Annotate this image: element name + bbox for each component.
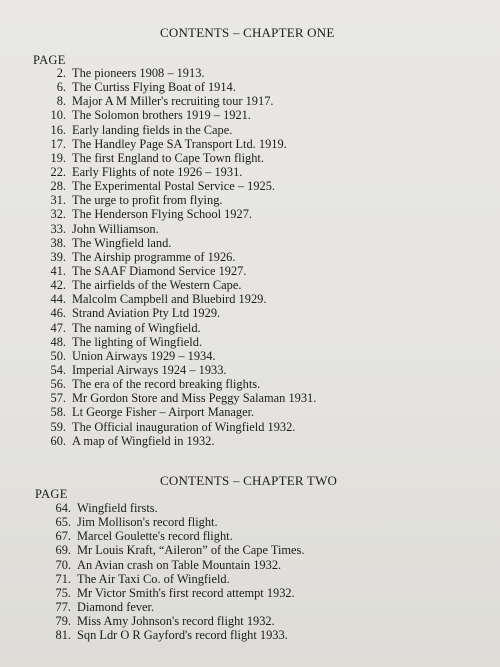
- entry-page-number: 58.: [50, 405, 66, 420]
- entry-page-number: 67.: [55, 529, 71, 544]
- entry-title: John Williamson.: [72, 221, 159, 236]
- entry-page-number: 41.: [50, 263, 66, 278]
- contents-entry: [38, 391, 316, 405]
- contents-entry: [43, 586, 304, 600]
- contents-entry: [38, 207, 316, 221]
- entry-title: The lighting of Wingfield.: [72, 334, 203, 349]
- entry-title: The Air Taxi Co. of Wingfield.: [77, 571, 230, 586]
- entry-title: Early landing fields in the Cape.: [72, 122, 233, 137]
- entry-title: Strand Aviation Pty Ltd 1929.: [72, 306, 221, 321]
- entry-page-number: 39.: [50, 249, 66, 264]
- chapter-one-contents-list: [38, 66, 316, 448]
- entry-title: The Wingfield land.: [72, 235, 172, 250]
- entry-title: The urge to profit from flying.: [72, 193, 223, 208]
- entry-page-number: 70.: [55, 557, 71, 572]
- entry-title: The pioneers 1908 – 1913.: [72, 66, 205, 80]
- chapter-one-page-label: PAGE: [33, 53, 66, 67]
- entry-title: An Avian crash on Table Mountain 1932.: [77, 557, 282, 572]
- entry-title: Mr Gordon Store and Miss Peggy Salaman 1931.: [72, 391, 317, 406]
- entry-title: Sqn Ldr O R Gayford's record flight 1933.: [77, 628, 288, 643]
- entry-title: Malcolm Campbell and Bluebird 1929.: [72, 292, 267, 307]
- contents-entry: [38, 292, 316, 306]
- entry-title: Imperial Airways 1924 – 1933.: [72, 362, 227, 377]
- entry-page-number: 17.: [50, 136, 66, 151]
- entry-page-number: 57.: [50, 391, 66, 406]
- entry-page-number: 65.: [55, 515, 71, 530]
- entry-page-number: 16.: [50, 122, 66, 137]
- entry-title: Union Airways 1929 – 1934.: [72, 348, 216, 363]
- entry-page-number: 31.: [50, 193, 66, 208]
- entry-title: Mr Victor Smith's first record attempt 1932.: [77, 585, 295, 600]
- entry-title: The Experimental Postal Service – 1925.: [72, 179, 276, 194]
- contents-entry: [38, 250, 316, 264]
- entry-page-number: 2.: [56, 66, 66, 80]
- entry-title: Mr Louis Kraft, “Aileron” of the Cape Times.: [77, 543, 305, 558]
- entry-title: The Henderson Flying School 1927.: [72, 207, 252, 222]
- entry-page-number: 81.: [55, 628, 71, 643]
- entry-page-number: 33.: [50, 221, 66, 236]
- contents-entry: [38, 123, 316, 137]
- entry-page-number: 22.: [50, 164, 66, 179]
- entry-title: The Curtiss Flying Boat of 1914.: [72, 80, 236, 95]
- contents-entry: [38, 179, 316, 193]
- entry-title: Early Flights of note 1926 – 1931.: [72, 164, 243, 179]
- contents-entry: [38, 80, 316, 94]
- contents-entry: [43, 543, 304, 557]
- contents-entry: [38, 405, 316, 419]
- contents-entry: [43, 572, 304, 586]
- entry-title: A map of Wingfield in 1932.: [72, 433, 215, 448]
- entry-page-number: 28.: [50, 179, 66, 194]
- contents-entry: [38, 349, 316, 363]
- contents-entry: [43, 558, 304, 572]
- entry-page-number: 32.: [50, 207, 66, 222]
- chapter-two-heading: CONTENTS – CHAPTER TWO: [160, 473, 338, 488]
- contents-entry: [43, 600, 304, 614]
- entry-title: Major A M Miller's recruiting tour 1917.: [72, 94, 274, 109]
- entry-title: The Official inauguration of Wingfield 1932.: [72, 419, 296, 434]
- chapter-two-page-label: PAGE: [35, 487, 68, 501]
- contents-entry: [38, 377, 316, 391]
- contents-entry: [43, 628, 304, 642]
- entry-title: Miss Amy Johnson's record flight 1932.: [77, 614, 275, 629]
- contents-entry: [38, 94, 316, 108]
- entry-title: The SAAF Diamond Service 1927.: [72, 263, 247, 278]
- entry-page-number: 69.: [55, 543, 71, 558]
- entry-page-number: 46.: [50, 306, 66, 321]
- contents-entry: [38, 264, 316, 278]
- entry-page-number: 56.: [50, 377, 66, 392]
- entry-page-number: 47.: [50, 320, 66, 335]
- contents-entry: [43, 515, 304, 529]
- entry-page-number: 8.: [56, 94, 66, 109]
- entry-title: The era of the record breaking flights.: [72, 377, 261, 392]
- entry-title: The Solomon brothers 1919 – 1921.: [72, 108, 251, 123]
- entry-page-number: 60.: [50, 433, 66, 448]
- entry-page-number: 77.: [55, 599, 71, 614]
- entry-page-number: 71.: [55, 571, 71, 586]
- contents-entry: [38, 306, 316, 320]
- entry-page-number: 75.: [55, 585, 71, 600]
- contents-entry: [38, 321, 316, 335]
- entry-title: The naming of Wingfield.: [72, 320, 201, 335]
- contents-entry: [38, 363, 316, 377]
- contents-entry: [43, 614, 304, 628]
- entry-page-number: 50.: [50, 348, 66, 363]
- entry-title: The first England to Cape Town flight.: [72, 150, 264, 165]
- contents-entry: [38, 278, 316, 292]
- contents-entry: [43, 501, 304, 515]
- contents-entry: [38, 151, 316, 165]
- contents-entry: [38, 222, 316, 236]
- entry-page-number: 42.: [50, 278, 66, 293]
- contents-entry: [38, 420, 316, 434]
- entry-page-number: 44.: [50, 292, 66, 307]
- chapter-two-contents-list: [43, 501, 304, 642]
- entry-page-number: 54.: [50, 362, 66, 377]
- entry-title: The Airship programme of 1926.: [72, 249, 236, 264]
- contents-entry: [43, 529, 304, 543]
- entry-page-number: 48.: [50, 334, 66, 349]
- entry-title: Diamond fever.: [77, 599, 155, 614]
- entry-page-number: 6.: [56, 80, 66, 95]
- entry-title: Lt George Fisher – Airport Manager.: [72, 405, 255, 420]
- contents-entry: [38, 66, 316, 80]
- entry-title: Marcel Goulette's record flight.: [77, 529, 233, 544]
- entry-page-number: 19.: [50, 150, 66, 165]
- chapter-one-heading: CONTENTS – CHAPTER ONE: [160, 25, 335, 40]
- contents-entry: [38, 434, 316, 448]
- contents-entry: [38, 236, 316, 250]
- contents-entry: [38, 335, 316, 349]
- entry-page-number: 10.: [50, 108, 66, 123]
- contents-entry: [38, 165, 316, 179]
- contents-entry: [38, 193, 316, 207]
- entry-page-number: 38.: [50, 235, 66, 250]
- contents-entry: [38, 108, 316, 122]
- entry-page-number: 59.: [50, 419, 66, 434]
- contents-entry: [38, 137, 316, 151]
- entry-title: Wingfield firsts.: [77, 501, 158, 515]
- entry-page-number: 79.: [55, 614, 71, 629]
- entry-title: The Handley Page SA Transport Ltd. 1919.: [72, 136, 287, 151]
- entry-title: Jim Mollison's record flight.: [77, 515, 218, 530]
- entry-title: The airfields of the Western Cape.: [72, 278, 242, 293]
- entry-page-number: 64.: [55, 501, 71, 515]
